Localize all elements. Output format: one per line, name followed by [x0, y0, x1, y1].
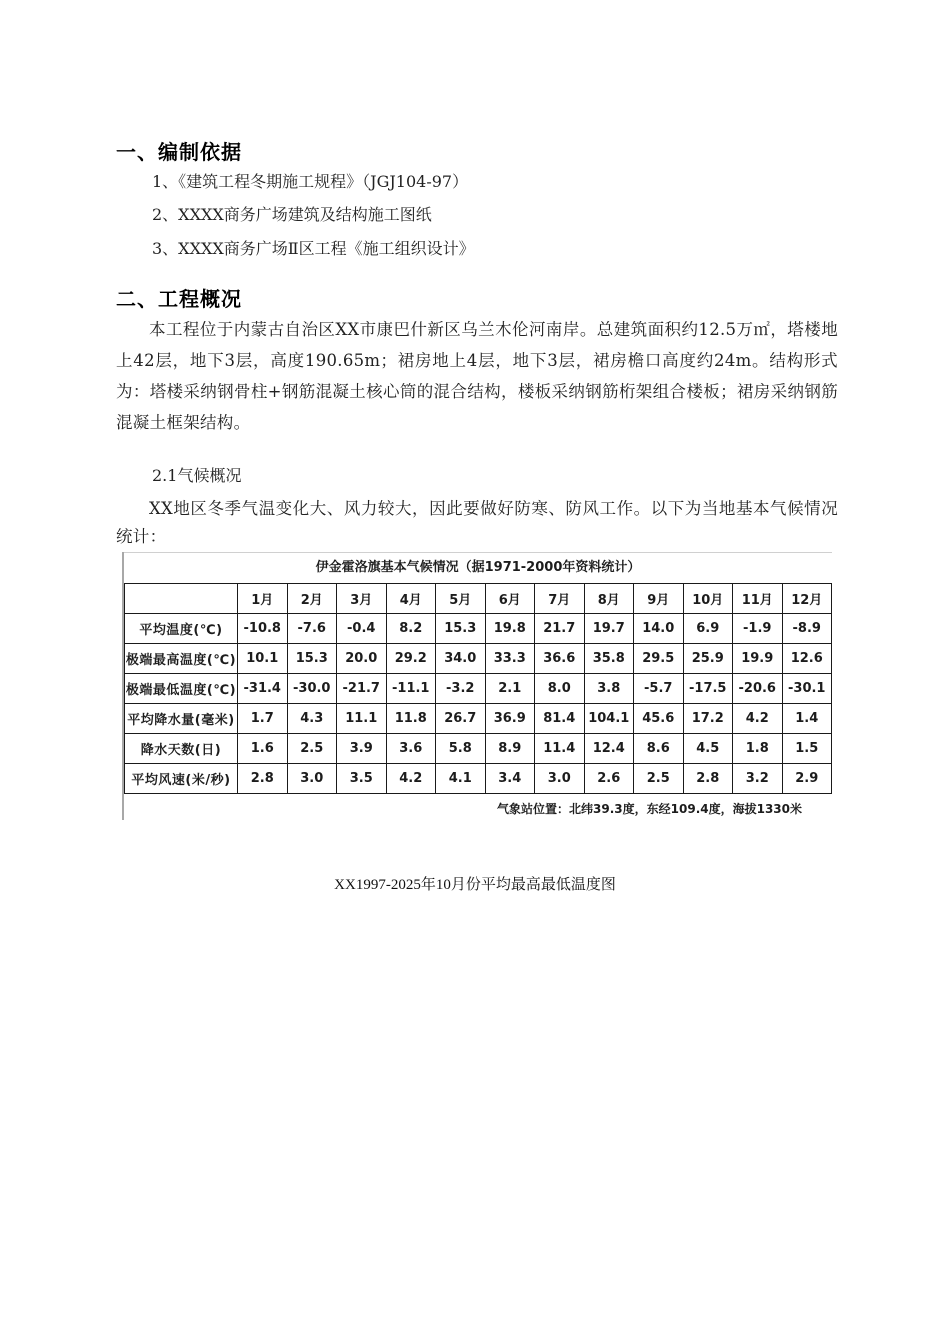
climate-row [125, 704, 832, 734]
climate-cell: 2.5 [634, 764, 684, 794]
climate-cell: 15.3 [436, 614, 486, 644]
climate-header-row [125, 584, 832, 614]
climate-cell: 33.3 [485, 644, 535, 674]
climate-cell: -8.9 [782, 614, 832, 644]
climate-header-corner [125, 584, 238, 614]
climate-cell: 19.9 [733, 644, 783, 674]
climate-cell: 1.7 [238, 704, 288, 734]
climate-cell: 14.0 [634, 614, 684, 644]
climate-cell: 3.0 [287, 764, 337, 794]
climate-cell: -30.1 [782, 674, 832, 704]
climate-cell: -0.4 [337, 614, 387, 644]
climate-row-label: 极端最低温度(℃) [125, 674, 238, 704]
basis-item-3: 3、XXXX商务广场Ⅱ区工程《施工组织设计》 [152, 239, 475, 258]
climate-table [124, 583, 832, 794]
climate-cell: 45.6 [634, 704, 684, 734]
climate-cell: -11.1 [386, 674, 436, 704]
station-location: 气象站位置：北纬39.3度，东经109.4度，海拔1330米 [497, 802, 802, 816]
climate-cell: 35.8 [584, 644, 634, 674]
climate-cell: 1.8 [733, 734, 783, 764]
climate-cell: 15.3 [287, 644, 337, 674]
climate-cell: 17.2 [683, 704, 733, 734]
section-heading-basis: 一、编制依据 [116, 140, 242, 164]
climate-cell: 1.5 [782, 734, 832, 764]
climate-cell: 1.4 [782, 704, 832, 734]
climate-cell: 29.5 [634, 644, 684, 674]
climate-cell: -1.9 [733, 614, 783, 644]
climate-row [125, 644, 832, 674]
climate-cell: 20.0 [337, 644, 387, 674]
climate-cell: 36.6 [535, 644, 585, 674]
climate-row-label: 平均温度(℃) [125, 614, 238, 644]
climate-cell: -7.6 [287, 614, 337, 644]
climate-row-label: 极端最高温度(℃) [125, 644, 238, 674]
climate-table-title: 伊金霍洛旗基本气候情况（据1971-2000年资料统计） [124, 552, 832, 583]
climate-cell: 4.1 [436, 764, 486, 794]
climate-cell: 34.0 [436, 644, 486, 674]
climate-cell: 8.9 [485, 734, 535, 764]
climate-cell: 4.2 [386, 764, 436, 794]
basis-item-1: 1、《建筑工程冬期施工规程》（JGJ104-97） [152, 172, 469, 191]
month-header: 9月 [634, 584, 684, 614]
climate-cell: 2.6 [584, 764, 634, 794]
basis-item-2: 2、XXXX商务广场建筑及结构施工图纸 [152, 205, 432, 224]
climate-cell: -3.2 [436, 674, 486, 704]
climate-cell: 3.2 [733, 764, 783, 794]
month-header: 2月 [287, 584, 337, 614]
climate-cell: 19.7 [584, 614, 634, 644]
climate-cell: 12.4 [584, 734, 634, 764]
climate-cell: -17.5 [683, 674, 733, 704]
month-header: 12月 [782, 584, 832, 614]
climate-cell: 3.8 [584, 674, 634, 704]
climate-row-label: 平均风速(米/秒) [125, 764, 238, 794]
climate-cell: 2.8 [238, 764, 288, 794]
climate-cell: -21.7 [337, 674, 387, 704]
climate-cell: 12.6 [782, 644, 832, 674]
climate-subheading: 2.1气候概况 [152, 466, 242, 485]
climate-cell: 36.9 [485, 704, 535, 734]
climate-cell: 2.9 [782, 764, 832, 794]
climate-cell: 81.4 [535, 704, 585, 734]
climate-cell: 4.2 [733, 704, 783, 734]
climate-row [125, 674, 832, 704]
climate-cell: -30.0 [287, 674, 337, 704]
climate-cell: -31.4 [238, 674, 288, 704]
climate-cell: 8.0 [535, 674, 585, 704]
climate-cell: 4.3 [287, 704, 337, 734]
climate-cell: 2.5 [287, 734, 337, 764]
month-header: 7月 [535, 584, 585, 614]
climate-cell: 104.1 [584, 704, 634, 734]
climate-cell: 8.2 [386, 614, 436, 644]
month-header: 11月 [733, 584, 783, 614]
climate-cell: 3.6 [386, 734, 436, 764]
month-header: 5月 [436, 584, 486, 614]
climate-cell: 6.9 [683, 614, 733, 644]
month-header: 6月 [485, 584, 535, 614]
climate-cell: 3.0 [535, 764, 585, 794]
climate-cell: 26.7 [436, 704, 486, 734]
climate-cell: 25.9 [683, 644, 733, 674]
month-header: 8月 [584, 584, 634, 614]
climate-intro-paragraph: XX地区冬季气温变化大、风力较大，因此要做好防寒、防风工作。以下为当地基本气候情况统计： [116, 499, 838, 546]
section-heading-overview: 二、工程概况 [116, 287, 242, 311]
project-overview-paragraph: 本工程位于内蒙古自治区XX市康巴什新区乌兰木伦河南岸。总建筑面积约12.5万㎡，塔楼地上42层，地下3层，高度190.65m；裙房地上4层，地下3层，裙房檐口高度约24m。结构形式为：塔楼采纳钢骨柱+钢筋混凝土核心筒的混合结构，楼板采纳钢筋桁架组合楼板；裙房采纳钢筋混凝土框架结构。 [116, 320, 838, 432]
climate-cell: 4.5 [683, 734, 733, 764]
climate-cell: 3.9 [337, 734, 387, 764]
climate-row-label: 平均降水量(毫米) [125, 704, 238, 734]
climate-table-image [122, 552, 832, 820]
climate-cell: -5.7 [634, 674, 684, 704]
climate-cell: 29.2 [386, 644, 436, 674]
month-header: 1月 [238, 584, 288, 614]
climate-cell: 8.6 [634, 734, 684, 764]
climate-cell: 11.4 [535, 734, 585, 764]
climate-row [125, 734, 832, 764]
climate-row [125, 764, 832, 794]
climate-row-label: 降水天数(日) [125, 734, 238, 764]
climate-cell: 5.8 [436, 734, 486, 764]
climate-cell: 1.6 [238, 734, 288, 764]
climate-cell: 11.8 [386, 704, 436, 734]
climate-cell: 2.1 [485, 674, 535, 704]
climate-cell: 21.7 [535, 614, 585, 644]
climate-cell: 3.5 [337, 764, 387, 794]
climate-cell: 3.4 [485, 764, 535, 794]
climate-cell: -20.6 [733, 674, 783, 704]
month-header: 3月 [337, 584, 387, 614]
figure-caption: XX1997-2025年10月份平均最高最低温度图 [334, 877, 616, 893]
climate-cell: 11.1 [337, 704, 387, 734]
climate-cell: 2.8 [683, 764, 733, 794]
climate-cell: 19.8 [485, 614, 535, 644]
month-header: 10月 [683, 584, 733, 614]
climate-row [125, 614, 832, 644]
climate-cell: -10.8 [238, 614, 288, 644]
month-header: 4月 [386, 584, 436, 614]
climate-cell: 10.1 [238, 644, 288, 674]
